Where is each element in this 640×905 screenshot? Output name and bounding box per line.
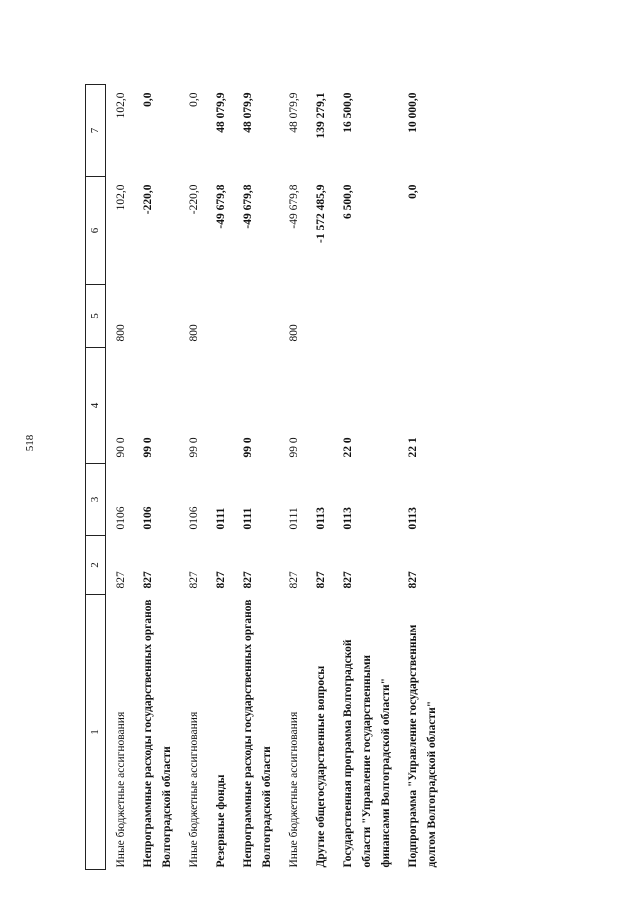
column-header-6: 6 [85,177,106,285]
row-value-cell-3: 0111 [242,507,254,530]
row-value-cell-6: -220,0 [188,184,200,215]
row-value-cell-5: 800 [288,324,300,342]
row-value-cell-2: 827 [142,571,154,589]
row-value-cell-7: 48 079,9 [242,92,254,133]
row-name-cell: Другие общегосударственные вопросы [315,665,327,868]
row-value-cell-7: 10 000,0 [407,92,419,133]
row-name-cell: Иные бюджетные ассигнования [188,711,200,868]
column-header-5: 5 [85,285,106,348]
row-value-cell-4: 99 0 [142,437,154,458]
table-row [398,85,444,870]
row-value-cell-4: 22 1 [407,437,419,458]
row-value-cell-5 [398,285,444,348]
row-value-cell-2: 827 [115,571,127,589]
row-value-cell-6: -49 679,8 [242,184,254,229]
row-value-cell-7: 139 279,1 [315,92,327,139]
row-value-cell-4 [306,348,333,464]
row-value-cell-4: 22 0 [342,437,354,458]
column-header-2: 2 [85,536,106,595]
row-value-cell-6: 102,0 [115,184,127,211]
table-row [306,85,333,870]
row-value-cell-2: 827 [315,571,327,589]
row-value-cell-2: 827 [188,571,200,589]
row-name-cell: Непрограммные расходы государственных органов Волгоградской области [142,599,173,868]
table-row [333,85,398,870]
column-header-7: 7 [85,85,106,177]
row-value-cell-2: 827 [342,571,354,589]
row-value-cell-2: 827 [407,571,419,589]
table-row [106,85,134,870]
row-value-cell-5 [333,285,398,348]
row-value-cell-2: 827 [288,571,300,589]
row-value-cell-6: 6 500,0 [342,184,354,219]
column-header-4: 4 [85,348,106,464]
row-value-cell-2: 827 [242,571,254,589]
row-name-cell: Резервные фонды [215,774,227,868]
row-value-cell-4 [206,348,233,464]
rotated-page-content [85,55,615,870]
row-value-cell-6: -49 679,8 [288,184,300,229]
row-value-cell-7: 102,0 [115,92,127,119]
row-value-cell-6: -220,0 [142,184,154,215]
row-name-cell: Непрограммные расходы государственных органов Волгоградской области [242,599,273,868]
table-row [233,85,279,870]
row-value-cell-2: 827 [215,571,227,589]
row-value-cell-7: 0,0 [142,92,154,107]
row-value-cell-3: 0111 [288,507,300,530]
column-header-1: 1 [85,595,106,870]
row-value-cell-3: 0113 [315,507,327,530]
row-value-cell-6: -1 572 485,9 [315,184,327,243]
row-name-cell: Иные бюджетные ассигнования [115,711,127,868]
row-value-cell-5 [233,285,279,348]
row-value-cell-4: 99 0 [288,437,300,458]
table-row [179,85,206,870]
row-name-cell: Государственная программа Волгоградской области "Управление государственными финансами Волгоградской области" [342,639,392,868]
row-value-cell-7: 48 079,9 [288,92,300,133]
row-name-cell: Иные бюджетные ассигнования [288,711,300,868]
table-body [106,85,445,870]
column-header-3: 3 [85,464,106,536]
row-value-cell-3: 0113 [342,507,354,530]
table-row [206,85,233,870]
row-value-cell-5: 800 [115,324,127,342]
row-value-cell-4: 90 0 [115,437,127,458]
row-value-cell-6: -49 679,8 [215,184,227,229]
row-value-cell-3: 0106 [142,506,154,530]
table-top-border [85,85,86,870]
row-value-cell-6: 0,0 [407,184,419,199]
table-row [133,85,179,870]
row-value-cell-7: 0,0 [188,92,200,107]
table-row [279,85,306,870]
row-value-cell-3: 0113 [407,507,419,530]
table-header [85,85,106,870]
page-number: 518 [24,434,36,452]
row-value-cell-5 [133,285,179,348]
row-value-cell-3: 0106 [115,506,127,530]
row-value-cell-5 [206,285,233,348]
row-value-cell-5: 800 [188,324,200,342]
row-value-cell-3: 0106 [188,506,200,530]
row-value-cell-4: 99 0 [242,437,254,458]
row-value-cell-4: 99 0 [188,437,200,458]
budget-table [85,84,444,870]
row-value-cell-7: 48 079,9 [215,92,227,133]
row-value-cell-5 [306,285,333,348]
row-name-cell: Подпрограмма "Управление государственным долгом Волгоградской области" [407,624,438,868]
row-value-cell-7: 16 500,0 [342,92,354,133]
row-value-cell-3: 0111 [215,507,227,530]
